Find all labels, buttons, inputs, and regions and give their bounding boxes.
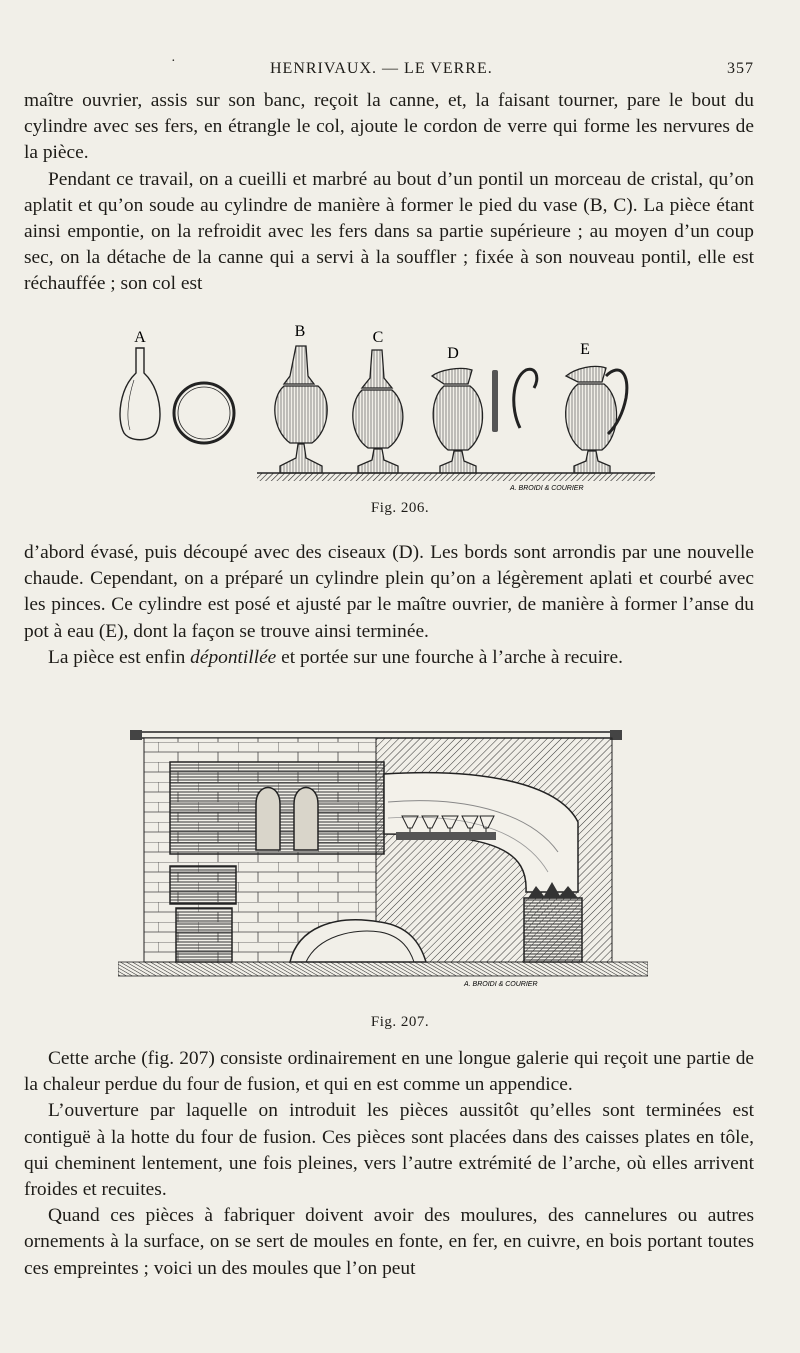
engraver-credit: A. BROIDI & COURIER: [510, 485, 584, 492]
label-c: C: [372, 329, 384, 346]
base-pillar: [176, 908, 232, 962]
vessel-d: [432, 368, 483, 473]
text-block-bottom: [24, 1046, 754, 1282]
running-title: HENRIVAUX. — LE VERRE.: [270, 60, 493, 77]
glass-shelf: [396, 832, 496, 840]
furnace-window: [294, 788, 318, 851]
glass-ring: [174, 383, 234, 443]
text-block-top: [24, 88, 754, 298]
paragraph: maître ouvrier, assis sur son banc, reçoit la canne, et, la faisant tourner, pare le bout du cylindre avec ses fers, en étrangle le col, ajoute le cordon de verre qui forme les nervures de la pièce.: [24, 90, 754, 164]
text-fragment: La pièce est enfin: [48, 646, 191, 668]
label-d: D: [447, 345, 459, 362]
glass-rod: [492, 370, 498, 432]
ash-door: [170, 866, 236, 904]
italic-term: dépontillée: [190, 646, 277, 668]
vessel-a: [120, 348, 160, 440]
text-block-middle: [24, 540, 754, 671]
paragraph: L’ouverture par laquelle on introduit les pièces aussitôt qu’elles sont terminées est contiguë à la hotte du four de fusion. Ces pièces sont placées dans des caisses plates en tôle, qui cheminent lentement, une fois pleines, vers l’autre extrémité de l’arche, où elles arrivent froides et recuites.: [24, 1100, 754, 1201]
paragraph: Cette arche (fig. 207) consiste ordinairement en une longue galerie qui reçoit une partie de la chaleur perdue du four de fusion, et qui en est comme un appendice.: [24, 1048, 754, 1096]
ground-strip: [118, 962, 648, 976]
handle-piece: [514, 369, 537, 428]
vessel-c: [353, 350, 403, 473]
furnace-window: [256, 788, 280, 851]
engraver-credit: A. BROIDI & COURIER: [464, 981, 538, 988]
label-a: A: [134, 329, 146, 346]
label-b: B: [294, 323, 306, 340]
figure-207-illustration: [118, 722, 648, 992]
header-dot: ·: [171, 54, 177, 69]
paragraph: d’abord évasé, puis découpé avec des ciseaux (D). Les bords sont arrondis par une nouvelle chaude. Cependant, on a préparé un cylindre plein qu’on a légèrement aplati et courbé avec les pinces. Ce cylindre est posé et ajusté par le maître ouvrier, de manière à former l’anse du pot à eau (E), dont la façon se trouve ainsi terminée.: [24, 542, 754, 642]
vessel-b: [275, 346, 327, 473]
figure-206-caption: Fig. 206.: [370, 500, 430, 516]
paragraph-depontillee: [24, 645, 754, 671]
running-header: [0, 54, 800, 84]
vessel-e: [566, 366, 627, 473]
figure-206-illustration: [100, 318, 670, 494]
paragraph: Pendant ce travail, on a cueilli et marbré au bout d’un pontil un morceau de cristal, qu’on aplatit et qu’on soude au cylindre de manière à former le pied du vase (B, C). La pièce étant ainsi empontie, on la refroidit avec les fers dans sa partie supérieure ; au moyen d’un coup sec, on la détache de la canne qui a servi à la souffler ; fixée à son nouveau pontil, elle est réchauffée ; son col est: [24, 168, 754, 295]
ground-strip: [257, 473, 655, 481]
page-number: 357: [727, 60, 754, 77]
label-e: E: [580, 341, 590, 358]
paragraph: Quand ces pièces à fabriquer doivent avoir des moulures, des cannelures ou autres ornements à la surface, on se sert de moules en fonte, en fer, en cuivre, en bois portant toutes ces empreintes ; voici un des moules que l’on peut: [24, 1205, 754, 1279]
burner-box: [524, 898, 582, 962]
text-fragment: et portée sur une fourche à l’arche à recuire.: [276, 646, 623, 668]
figure-207-caption: Fig. 207.: [370, 1014, 430, 1030]
